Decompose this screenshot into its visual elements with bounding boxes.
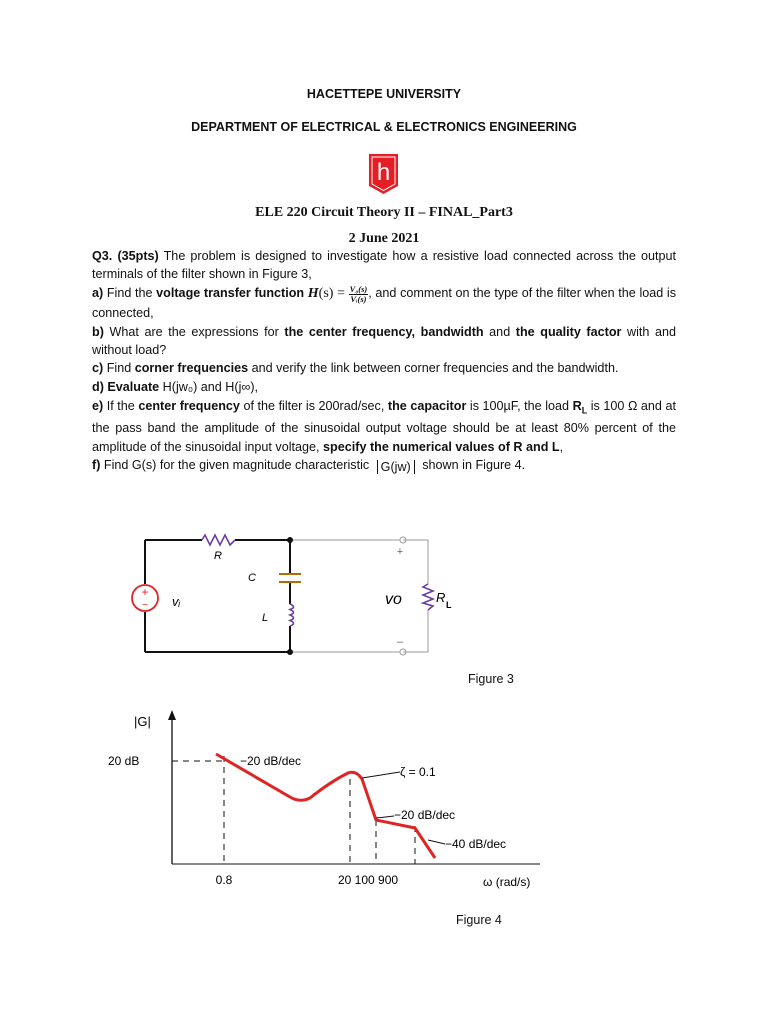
capacitor-c [279,574,301,582]
tick-0-8: 0.8 [215,873,233,887]
y-axis-label: |G| [134,714,151,729]
level-label: 20 dB [108,754,140,768]
slope2-label: −20 dB/dec [394,808,456,822]
slope3-label: −40 dB/dec [445,837,507,851]
x-axis-label: ω (rad/s) [483,875,531,889]
label-rl-sub: L [446,600,452,610]
question-body [92,247,676,474]
label-vi: vᵢ [172,594,181,609]
ticks-20-100-900: 20 100 900 [338,873,399,887]
label-c: C [248,572,256,584]
part-a: a) Find the voltage transfer function H(s) = $\frac{\text{V₀(s)}}{\text{Vᵢ(s)}}$ , and comment on the type of the filter when the load is connected, [92,283,677,320]
q3-intro: Q3. (35pts) The problem is designed to investigate how a resistive load connected across the output terminals of the filter shown in Figure 3, [92,249,677,282]
part-c: c) Find corner frequencies and verify the link between corner frequencies and the bandwidth. [92,361,619,376]
part-e: e) If the center frequency of the filter is 200rad/sec, the capacitor is 100µF, the load $R_L$ is 100 Ω and at the pass band the amplitude of the sinusoidal output voltage should be at least 80% percent of the amplitude of the sinusoidal input voltage, specify the numerical values of R and L, [92,398,676,454]
figure4-bode [100,704,600,894]
part-f: f) Find G(s) for the given magnitude characteristic G(jw) shown in Figure 4. [92,457,526,474]
label-l: L [262,612,269,624]
university-logo [366,153,401,195]
exam-date: 2 June 2021 [348,231,420,246]
magnitude-abs: G(jw) [377,460,415,474]
figure4-caption: Figure 4 [456,913,502,927]
university-title: HACETTEPE UNIVERSITY [306,87,462,101]
load-resistor-rl [423,584,433,610]
figure3-caption: Figure 3 [468,672,514,686]
transfer-fraction: $\frac{\text{V₀(s)}}{\text{Vᵢ(s)}}$ [349,283,368,304]
svg-text:−: − [142,600,148,611]
department-title: DEPARTMENT OF ELECTRICAL & ELECTRONICS ENGINEERING [191,120,577,134]
zeta-label: ζ = 0.1 [400,765,436,779]
minus-sign: – [396,636,404,648]
figure3-circuit [110,528,452,658]
plus-sign: + [396,546,404,558]
label-rl: R [436,590,446,605]
part-b: b) What are the expressions for the center frequency, bandwidth and the quality factor with and without load? [92,324,677,358]
resistor-r [202,535,235,545]
label-vo: vo [385,591,402,608]
label-r: R [214,550,222,562]
svg-text:+: + [141,585,149,599]
inductor-l [290,604,294,626]
course-title: ELE 220 Circuit Theory II – FINAL_Part3 [255,205,513,220]
logo-letter: h [376,159,391,186]
slope1-label: −20 dB/dec [240,754,302,768]
part-d: d) Evaluate H(jw₀) and H(j∞), [92,380,259,395]
